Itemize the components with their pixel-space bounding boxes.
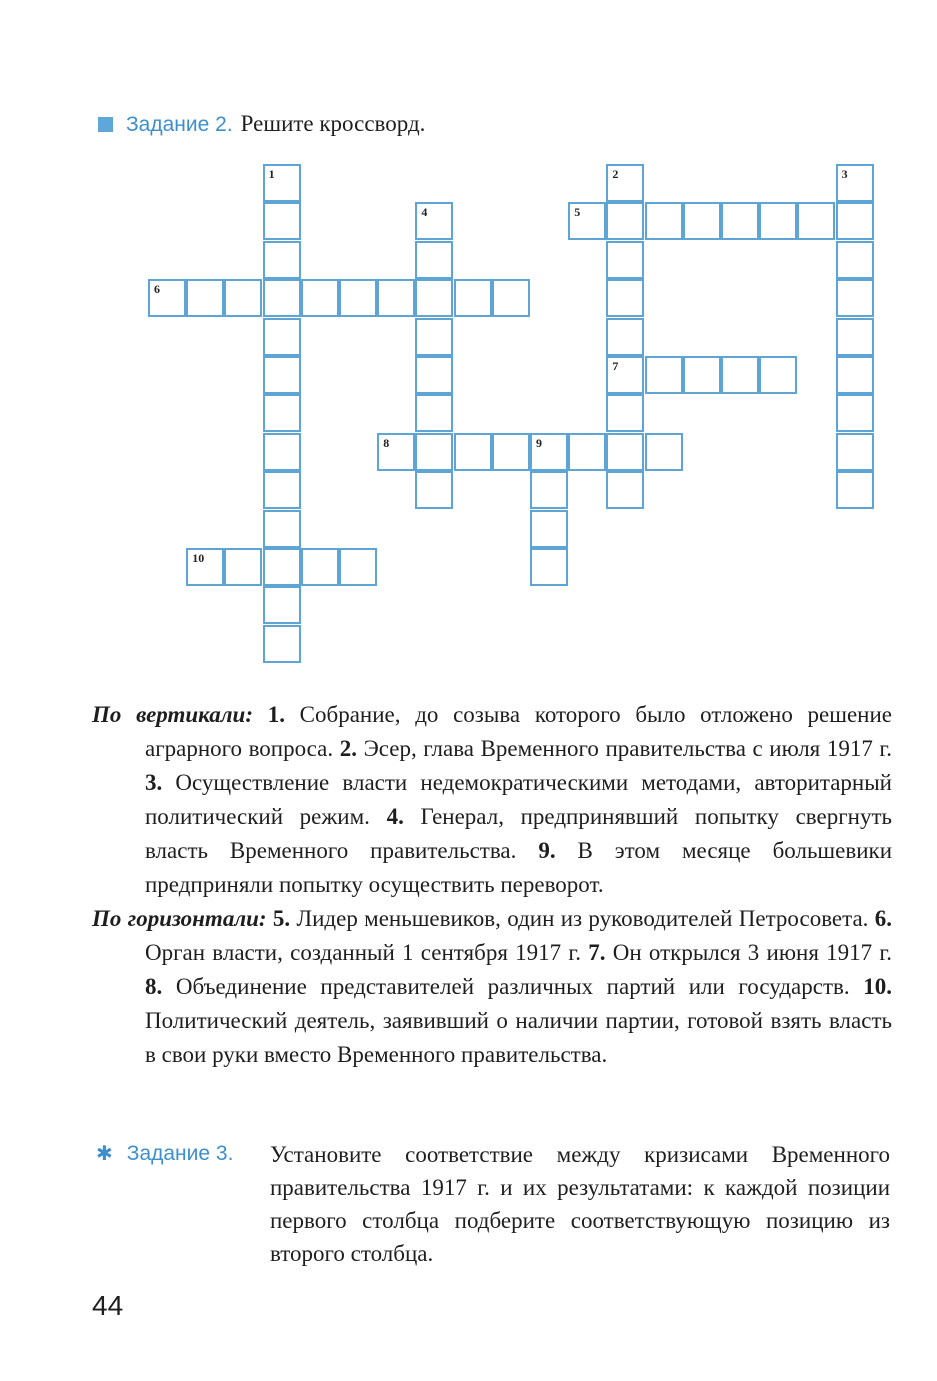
crossword-cell[interactable] [377,433,415,471]
clues [92,698,892,1072]
clue-num: 7. [588,940,606,965]
crossword-cell[interactable] [224,548,262,586]
clue-text: Он открылся 3 июня 1917 г. [612,940,892,965]
page-number: 44 [92,1290,124,1321]
crossword-cell[interactable] [415,471,453,509]
crossword-cell-number: 8 [383,435,390,450]
crossword-cell[interactable] [339,548,377,586]
clue-text: Осуществление власти недемократическими методами, авторитарный политический режим. [145,770,892,829]
task3-label: Задание 3. [126,1142,234,1165]
crossword-cell-number: 7 [612,359,619,373]
crossword-cell[interactable] [301,548,339,586]
clue-text: Эсер, глава Временного правительства с июля 1917 г. [363,736,893,761]
crossword-cell[interactable] [530,433,568,471]
crossword-cell[interactable] [415,279,453,317]
crossword-cell-number: 5 [574,205,581,220]
crossword-cell[interactable] [263,394,301,432]
crossword-cell[interactable] [836,202,874,240]
crossword-cell[interactable] [339,279,377,317]
crossword-cell[interactable] [606,433,644,471]
crossword-cell[interactable] [415,356,453,394]
crossword-cell[interactable] [492,279,530,317]
clue-num: 10. [863,974,892,999]
crossword-cell[interactable] [606,241,644,279]
clue-num: 6. [874,906,892,931]
crossword-cell[interactable] [224,279,262,317]
clue-text: Объединение представителей различных партий или государств. [175,974,850,999]
clue-text: Лидер меньшевиков, один из руководителей Петросовета. [296,906,869,931]
crossword-cell[interactable] [263,433,301,471]
crossword-cell[interactable] [263,164,301,202]
crossword-cell[interactable] [263,586,301,624]
crossword-cell[interactable] [186,548,224,586]
star-bullet-icon: ✱ [96,1141,113,1165]
crossword-cell[interactable] [415,241,453,279]
crossword-cell[interactable] [836,164,874,202]
crossword-cell[interactable] [263,510,301,548]
crossword-cell[interactable] [530,510,568,548]
clue-num: 8. [145,974,163,999]
crossword-cell[interactable] [606,279,644,317]
crossword-cell[interactable] [836,241,874,279]
task2-label: Задание 2. [126,113,233,136]
clue-text: Политический деятель, заявивший о наличии партии, готовой взять власть в свои руки вместо Временного правительства. [145,1008,892,1067]
crossword-cell-number: 10 [192,551,205,565]
crossword-cell[interactable] [606,471,644,509]
vertical-heading: По вертикали: [92,702,254,727]
crossword-cell[interactable] [415,202,453,240]
crossword-cell[interactable] [721,356,759,394]
crossword-cell[interactable] [721,202,759,240]
vertical-clues [92,698,892,902]
crossword-cell[interactable] [263,279,301,317]
crossword-cell[interactable] [301,279,339,317]
crossword-cell[interactable] [415,433,453,471]
crossword-cell-number: 6 [154,282,160,297]
crossword-cell[interactable] [836,318,874,356]
crossword-cell[interactable] [606,164,644,202]
clue-text: Орган власти, созданный 1 сентября 1917 г. [145,940,581,965]
crossword-cell-number: 2 [612,167,619,181]
crossword-cell[interactable] [759,356,797,394]
clue-num: 9. [538,838,556,863]
crossword-cell[interactable] [759,202,797,240]
crossword-cell[interactable] [683,202,721,240]
clue-num: 4. [386,804,404,829]
crossword-cell[interactable] [836,279,874,317]
crossword-cell[interactable] [263,202,301,240]
horizontal-clues [92,902,892,1072]
crossword-cell[interactable] [568,202,606,240]
crossword-cell[interactable] [263,625,301,663]
clue-text: Собрание, до созыва которого было отложено решение аграрного вопроса. [145,702,893,761]
clue-num: 5. [272,906,291,931]
crossword-cell[interactable] [606,318,644,356]
crossword-cell[interactable] [836,471,874,509]
crossword-cell[interactable] [836,433,874,471]
crossword-cell[interactable] [148,279,186,317]
clue-num: 3. [145,770,163,795]
crossword-cell[interactable] [645,356,683,394]
crossword-cell[interactable] [263,318,301,356]
crossword-cell-number: 4 [421,205,428,220]
crossword-cell[interactable] [530,471,568,509]
crossword-cell[interactable] [263,471,301,509]
task2-instruction: Решите кроссворд. [240,111,426,136]
crossword-cell-number: 9 [536,435,542,450]
crossword-cell[interactable] [377,279,415,317]
crossword-cell[interactable] [606,394,644,432]
crossword-cell[interactable] [645,433,683,471]
crossword-cell-number: 3 [841,167,848,181]
crossword-cell[interactable] [836,356,874,394]
crossword-cell[interactable] [454,433,492,471]
clue-text: В этом месяце большевики предприняли попытку осуществить переворот. [145,838,893,897]
task3-text: Установите соответствие между кризисами Временного правительства 1917 г. и их результатами: к каждой позиции первого столбца подберите соответствующую позицию из второго столбца. [270,1142,890,1266]
crossword-cell-number: 1 [268,167,275,181]
crossword-cell[interactable] [683,356,721,394]
crossword-cell[interactable] [263,356,301,394]
crossword-cell[interactable] [606,202,644,240]
crossword-cell[interactable] [454,279,492,317]
crossword-cell[interactable] [263,241,301,279]
crossword-cell[interactable] [797,202,835,240]
crossword-cell[interactable] [415,318,453,356]
clue-num: 1. [267,702,285,727]
crossword-cell[interactable] [530,548,568,586]
crossword-cell[interactable] [263,548,301,586]
crossword-cell[interactable] [186,279,224,317]
horizontal-heading: По горизонтали: [92,906,267,931]
task3-heading [96,1137,241,1170]
crossword-cell[interactable] [836,394,874,432]
crossword-cell[interactable] [645,202,683,240]
clue-text: Генерал, предпринявший попытку свергнуть власть Временного правительства. [145,804,892,863]
clue-num: 2. [339,736,357,761]
crossword-cell[interactable] [606,356,644,394]
crossword-cell[interactable] [492,433,530,471]
crossword-cell[interactable] [568,433,606,471]
crossword-cell[interactable] [415,394,453,432]
